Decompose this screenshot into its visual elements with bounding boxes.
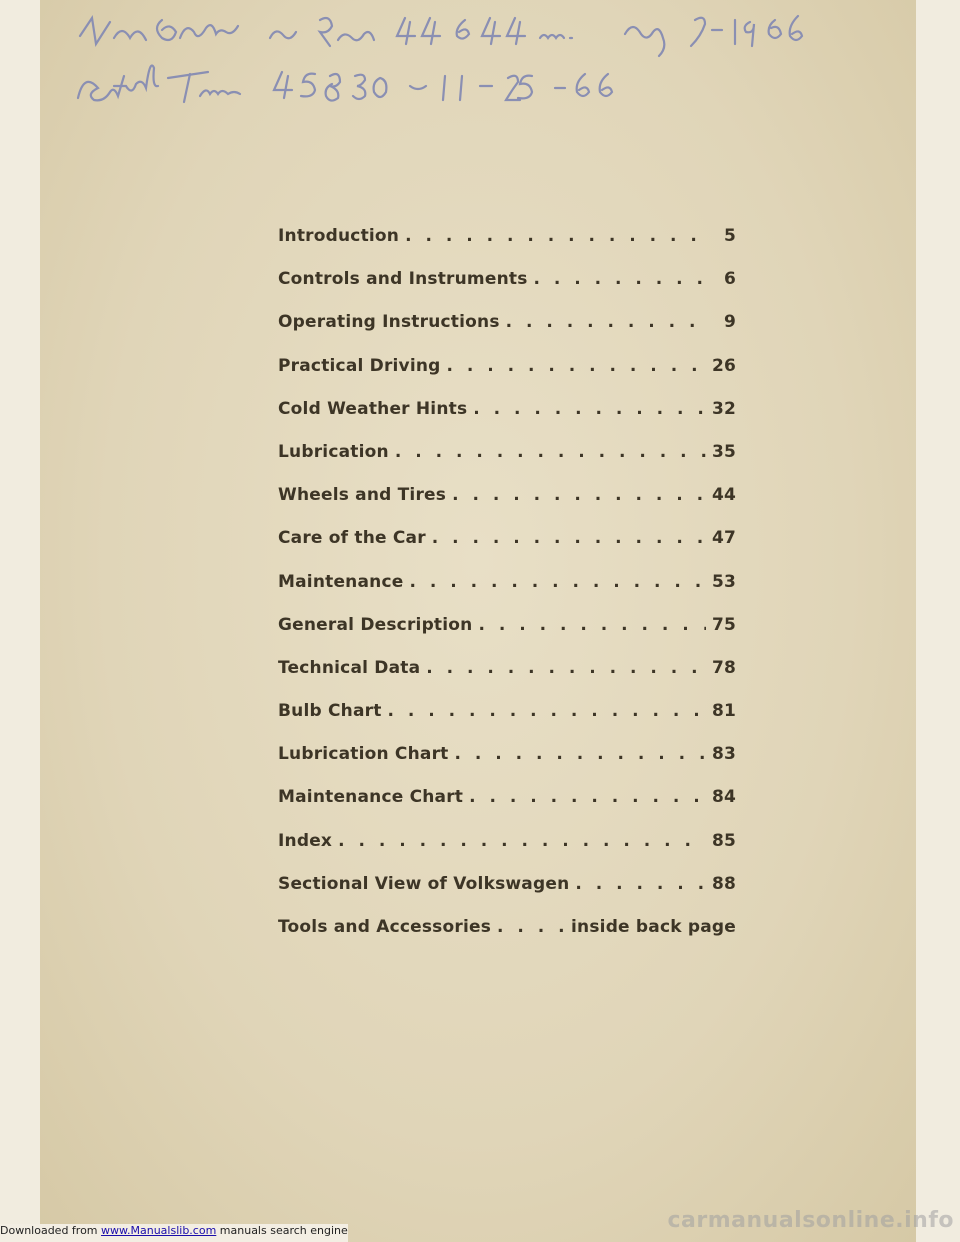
- toc-entry: [278, 269, 736, 312]
- toc-entry-title: Tools and Accessories: [278, 917, 492, 937]
- toc-entry-leader-dots: [534, 269, 710, 289]
- toc-entry: [278, 787, 736, 830]
- toc-entry-leader-dots: [338, 831, 706, 851]
- toc-entry-leader-dots: [388, 701, 706, 721]
- watermark: carmanualsonline.info: [667, 1208, 954, 1233]
- toc-entry-page: 47: [711, 528, 736, 549]
- table-of-contents: [278, 226, 736, 960]
- toc-entry: [278, 744, 736, 787]
- toc-entry-title: Lubrication Chart: [278, 744, 449, 765]
- footer-suffix: manuals search engine: [216, 1224, 348, 1237]
- toc-entry-leader-dots: [426, 658, 706, 678]
- toc-entry: [278, 572, 736, 615]
- toc-entry: [278, 831, 736, 874]
- toc-entry-title: Wheels and Tires: [278, 485, 447, 506]
- toc-entry: [278, 226, 736, 269]
- toc-entry: [278, 615, 736, 658]
- toc-entry-page: 44: [711, 485, 736, 506]
- page-left-margin: [0, 0, 40, 1242]
- toc-entry-leader-dots: [473, 399, 706, 419]
- toc-entry-title: Cold Weather Hints: [278, 398, 468, 419]
- toc-entry-page: 75: [711, 614, 736, 635]
- download-footer: [0, 1224, 348, 1242]
- toc-entry-page: 81: [711, 701, 736, 722]
- toc-entry-page: 78: [711, 657, 736, 678]
- toc-entry: [278, 528, 736, 571]
- toc-entry-title: Maintenance Chart: [278, 787, 464, 808]
- toc-entry-leader-dots: [575, 874, 706, 894]
- toc-entry-title: Bulb Chart: [278, 701, 382, 722]
- toc-entry: [278, 312, 736, 355]
- toc-entry-leader-dots: [452, 485, 706, 505]
- toc-entry: [278, 917, 736, 960]
- toc-entry-page: 9: [723, 312, 736, 333]
- toc-entry-page: 35: [711, 441, 736, 462]
- toc-entry-page: 53: [711, 571, 736, 592]
- toc-entry: [278, 658, 736, 701]
- footer-prefix: Downloaded from: [0, 1224, 102, 1237]
- manualslib-link[interactable]: www.Manualslib.com: [101, 1224, 217, 1237]
- toc-entry-leader-dots: [506, 312, 710, 332]
- toc-entry-title: Sectional View of Volkswagen: [278, 873, 570, 894]
- page-right-margin: [916, 0, 960, 1242]
- toc-entry-leader-dots: [447, 356, 706, 376]
- toc-entry-page: 26: [711, 355, 736, 376]
- toc-entry-title: Practical Driving: [278, 355, 441, 376]
- toc-entry-leader-dots: [497, 917, 565, 937]
- toc-entry-page: 84: [711, 787, 736, 808]
- toc-entry-leader-dots: [432, 528, 706, 548]
- toc-entry: [278, 485, 736, 528]
- toc-entry-title: Maintenance: [278, 571, 404, 592]
- toc-entry-page: 5: [723, 226, 736, 246]
- toc-entry-page: 85: [711, 830, 736, 851]
- toc-entry-title: General Description: [278, 614, 473, 635]
- toc-entry-page: 32: [711, 398, 736, 419]
- toc-entry-title: Lubrication: [278, 441, 389, 462]
- toc-entry-title: Operating Instructions: [278, 312, 500, 333]
- handwritten-note-drawing: [70, 8, 870, 118]
- toc-entry-page: 83: [711, 744, 736, 765]
- handwritten-note: [70, 8, 870, 118]
- toc-entry-leader-dots: [478, 615, 705, 635]
- toc-entry-leader-dots: [395, 442, 706, 462]
- toc-entry-page: inside back page: [571, 917, 736, 937]
- toc-entry-title: Controls and Instruments: [278, 269, 528, 290]
- toc-entry-title: Technical Data: [278, 657, 421, 678]
- toc-entry: [278, 701, 736, 744]
- toc-entry: [278, 442, 736, 485]
- toc-entry-title: Care of the Car: [278, 528, 426, 549]
- toc-entry-leader-dots: [409, 572, 705, 592]
- toc-entry-page: 88: [711, 873, 736, 894]
- toc-entry: [278, 874, 736, 917]
- toc-entry-leader-dots: [469, 787, 706, 807]
- toc-entry-leader-dots: [454, 744, 705, 764]
- toc-entry-page: 6: [723, 269, 736, 290]
- toc-entry-leader-dots: [405, 226, 710, 246]
- toc-entry: [278, 399, 736, 442]
- toc-entry: [278, 356, 736, 399]
- toc-entry-title: Index: [278, 830, 333, 851]
- toc-entry-title: Introduction: [278, 226, 400, 246]
